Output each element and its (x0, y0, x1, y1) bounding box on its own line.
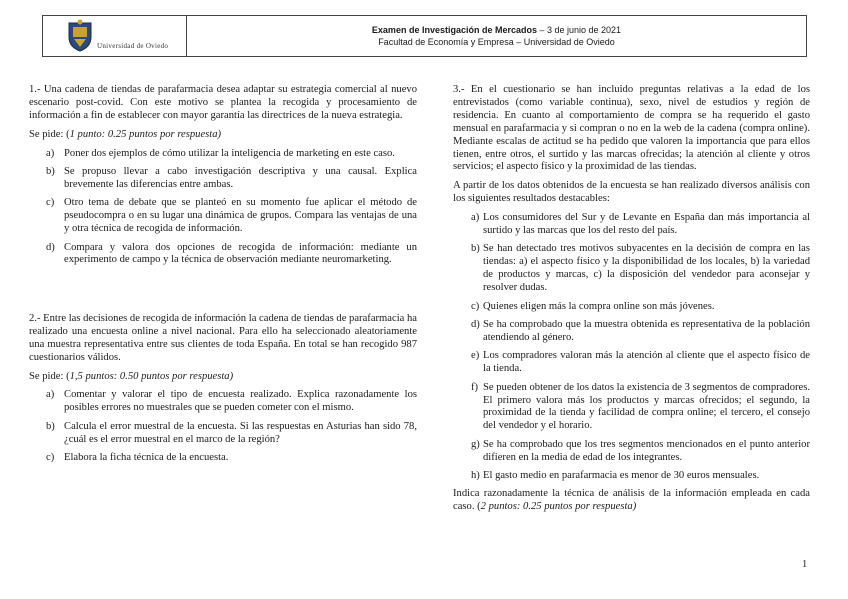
university-crest-icon (65, 19, 95, 53)
exam-header (42, 15, 807, 57)
header-title-cell (187, 16, 806, 56)
list-item: d) Se ha comprobado que la muestra obtenida es representativa de la población atendiendo al género. (471, 319, 810, 343)
list-item: c) Otro tema de debate que se planteó en su momento fue aplicar el método de pseudocompra o en su lugar una dinámica de grupos. Compara las ventajas de una y otra técnica de recogida de información. (46, 197, 417, 235)
question-1-intro: 1.- Una cadena de tiendas de parafarmacia desea adaptar su estrategia comercial al nuevo escenario post-covid. Con este motivo se plantea la recogida y procesamiento de información a fin de establecer con mayor garantía las directrices de la nueva estrategia. (29, 84, 417, 121)
university-logo-text: Universidad de Oviedo (97, 42, 169, 50)
right-column (453, 84, 810, 514)
list-item: h) El gasto medio en parafarmacia es menor de 30 euros mensuales. (471, 470, 760, 482)
question-3-list (453, 212, 810, 483)
list-item: b) Se propuso llevar a cabo investigación descriptiva y una causal. Explica brevemente las diferencias entre ambas. (46, 166, 417, 190)
list-item: b) Calcula el error muestral de la encuesta. Si las respuestas en Asturias han sido 78, ¿cuál es el error muestral en el marco de la región? (46, 420, 417, 445)
list-item: e) Los compradores valoran más la atención al cliente que el aspecto físico de la tienda. (471, 350, 810, 375)
question-2-list (29, 389, 417, 465)
question-3-intro: 3.- En el cuestionario se han incluido preguntas relativas a la edad de los entrevistados (como variable continua), sexo, nivel de estudios y región de residencia. En cuanto al comportamiento de compra se ha requerido el gasto mensual en parafarmacia y si compran o no en la web de la cadena (compra online). Mediante escalas de actitud se ha pedido que valoren la importancia que para ellos tienen, entre otros, el surtido y las marcas ofrecidas; la atención al cliente y otros servicios; el aspecto físico y la proximidad de las tiendas. (453, 84, 810, 173)
left-column (29, 84, 417, 470)
list-item: a) Comentar y valorar el tipo de encuesta realizado. Explica razonadamente los posibles errores no muestrales que se pueden cometer con el mismo. (46, 389, 417, 414)
question-1-points: Se pide: (1 punto: 0.25 puntos por respuesta) (29, 128, 222, 140)
question-2-points: Se pide: (1,5 puntos: 0.50 puntos por respuesta) (29, 370, 234, 382)
exam-date: – 3 de junio de 2021 (536, 25, 622, 35)
exam-title: Examen de Investigación de Mercados (371, 25, 537, 35)
list-item: g) Se ha comprobado que los tres segmentos mencionados en el punto anterior difieren en la media de edad de los integrantes. (471, 438, 810, 463)
list-item: f) Se pueden obtener de los datos la existencia de 3 segmentos de compradores. El primero valora más los productos y marcas ofrecidos; el segundo, la proximidad de la tienda y facilidad de compra online; el tercero, el consejo del vendedor y el horario. (471, 381, 810, 432)
question-3-closing: Indica razonadamente la técnica de análisis de la información empleada en cada caso. (2 puntos: 0.25 puntos por respuesta) (453, 488, 810, 513)
list-item: d) Compara y valora dos opciones de recogida de información: mediante un experimento de campo y la técnica de observación mediante neuromarketing. (46, 241, 417, 266)
university-logo (43, 16, 187, 56)
exam-title-line (372, 24, 621, 36)
question-1-list (29, 148, 417, 268)
faculty-line: Facultad de Economía y Empresa – Universidad de Oviedo (378, 37, 615, 47)
question-2-intro: 2.- Entre las decisiones de recogida de información la cadena de tiendas de parafarmacia ha realizado una encuesta online a nivel nacional. Para ello ha seleccionado aleatoriamente una muestra representativa entre sus clientes de toda España. En total se han recogido 987 cuestionarios válidos. (29, 312, 417, 363)
list-item: c) Elabora la ficha técnica de la encuesta. (46, 452, 229, 464)
question-3-results-intro: A partir de los datos obtenidos de la encuesta se han realizado diversos análisis con los siguientes resultados destacables: (453, 180, 810, 205)
list-item: a) Poner dos ejemplos de cómo utilizar la inteligencia de marketing en este caso. (46, 147, 395, 159)
list-item: c) Quienes eligen más la compra online son más jóvenes. (471, 300, 715, 312)
list-item: b) Se han detectado tres motivos subyacentes en la decisión de compra en las tiendas: a) el aspecto físico y la disponibilidad de los locales, b) la variedad de productos y marcas, c) la disposición del vendedor para aconsejar y resolver dudas. (471, 243, 810, 294)
list-item: a) Los consumidores del Sur y de Levante en España dan más importancia al surtido y las marcas que los del resto del país. (471, 212, 810, 237)
page-number: 1 (802, 559, 808, 570)
